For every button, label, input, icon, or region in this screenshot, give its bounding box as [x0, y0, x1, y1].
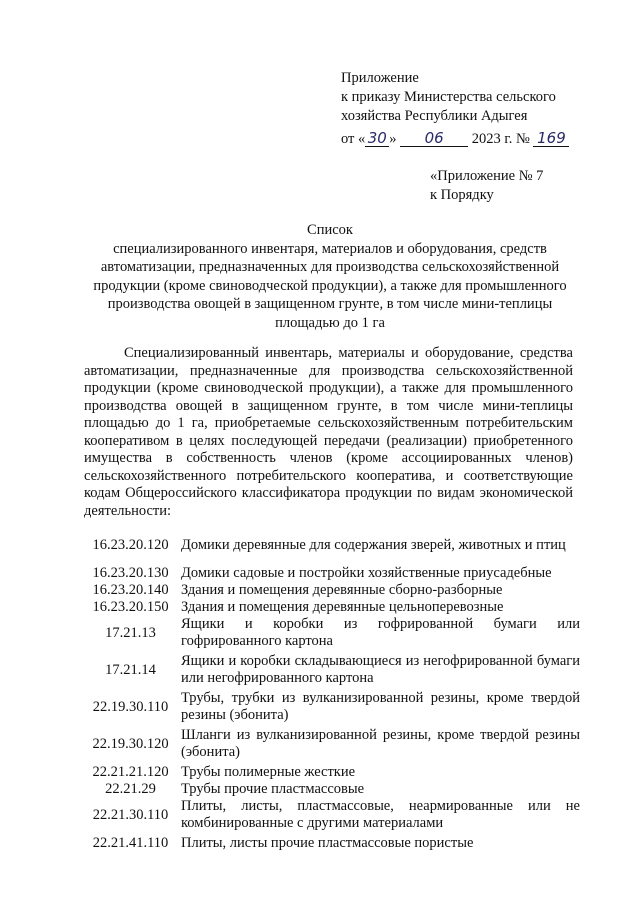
header-line-3: хозяйства Республики Адыгея	[341, 108, 528, 124]
annex-line-1: «Приложение № 7	[430, 168, 544, 184]
code-row	[80, 528, 580, 562]
intro-paragraph: Специализированный инвентарь, материалы и оборудование, средства автоматизации, предназначенные для производства сельскохозяйственной продукции (кроме свиноводческой продукции), а также для промышленного производства овощей в защищенном грунте, в том числе мини-теплицы площадью до 1 га, приобретаемые сельскохозяйственным потребительским кооперативом в целях последующей передачи (реализации) приобретенного имущества в собственность членов (кроме ассоциированных членов) сельскохозяйственного потребительского кооператива, и соответствующие кодам Общероссийского классификатора продукции по видам экономической деятельности:	[84, 345, 573, 519]
code-description: Шланги из вулканизированной резины, кроме твердой резины (эбонита)	[181, 727, 580, 760]
okpd-code: 16.23.20.140	[92, 582, 169, 598]
code-row	[80, 690, 580, 724]
okpd-code: 16.23.20.130	[92, 565, 169, 581]
okpd-code: 17.21.14	[105, 661, 156, 678]
code-row	[80, 653, 580, 687]
code-description: Трубы полимерные жесткие	[181, 764, 356, 780]
code-description: Домики деревянные для содержания зверей, животных и птиц	[181, 536, 566, 553]
list-subtitle: специализированного инвентаря, материалов и оборудования, средств автоматизации, предназначенных для производства сельскохозяйственной продукции (кроме свиноводческой продукции), а также для промышленного производства овощей в защищенном грунте, в том числе мини-теплицы площадью до 1 га	[93, 240, 567, 331]
order-number: 169	[533, 130, 569, 147]
code-row	[80, 565, 580, 582]
okpd-code-list	[80, 528, 580, 852]
okpd-code: 22.19.30.120	[92, 735, 169, 752]
code-description: Ящики и коробки из гофрированной бумаги или гофрированного картона	[181, 616, 580, 649]
order-mid: »	[389, 131, 397, 147]
okpd-code: 22.21.29	[105, 781, 156, 797]
code-description: Плиты, листы прочие пластмассовые пористые	[181, 835, 474, 851]
okpd-code: 16.23.20.120	[92, 536, 169, 553]
okpd-code: 17.21.13	[105, 624, 156, 641]
okpd-code: 22.21.41.110	[92, 835, 169, 851]
annex-reference	[430, 167, 543, 205]
list-heading: Список	[307, 222, 353, 238]
header-line-1: Приложение	[341, 70, 419, 86]
code-description: Здания и помещения деревянные цельноперевозные	[181, 599, 504, 615]
okpd-code: 16.23.20.150	[92, 599, 169, 615]
appendix-header	[341, 69, 556, 126]
order-prefix: от «	[341, 131, 366, 147]
code-row	[80, 798, 580, 832]
code-description: Здания и помещения деревянные сборно-разборные	[181, 582, 503, 598]
order-month: 06	[400, 130, 468, 147]
code-description: Ящики и коробки складывающиеся из негофрированной бумаги или негофрированного картона	[181, 653, 580, 686]
okpd-code: 22.21.30.110	[92, 806, 169, 823]
code-row	[80, 835, 580, 852]
okpd-code: 22.21.21.120	[92, 764, 169, 780]
order-day: 30	[365, 130, 389, 147]
code-row	[80, 582, 580, 599]
header-line-2: к приказу Министерства сельского	[341, 89, 556, 105]
code-row	[80, 616, 580, 650]
code-row	[80, 727, 580, 761]
code-row	[80, 599, 580, 616]
code-row	[80, 764, 580, 781]
code-description: Трубы, трубки из вулканизированной резины, кроме твердой резины (эбонита)	[181, 690, 580, 723]
annex-line-2: к Порядку	[430, 187, 494, 203]
code-row	[80, 781, 580, 798]
code-description: Домики садовые и постройки хозяйственные приусадебные	[181, 565, 552, 581]
okpd-code: 22.19.30.110	[92, 698, 169, 715]
code-description: Трубы прочие пластмассовые	[181, 781, 365, 797]
list-title	[80, 221, 580, 332]
order-date-number	[341, 130, 569, 148]
order-year: 2023 г. №	[471, 131, 530, 147]
code-description: Плиты, листы, пластмассовые, неармированные или не комбинированные с другими материалами	[181, 798, 580, 831]
